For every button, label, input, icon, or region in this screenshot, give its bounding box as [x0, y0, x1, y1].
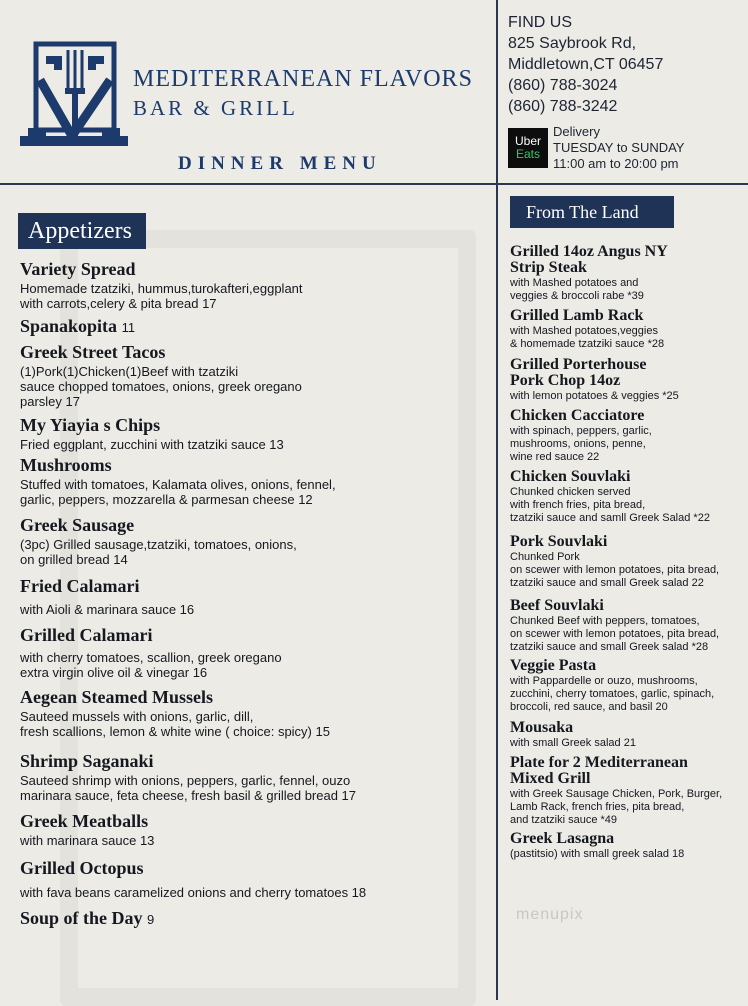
item-description: Homemade tzatziki, hummus,turokafteri,eggplant with carrots,celery & pita bread 17: [20, 281, 303, 311]
menu-item: [20, 811, 490, 848]
appetizers-heading: Appetizers: [18, 213, 146, 249]
menu-title: DINNER MENU: [178, 153, 382, 174]
find-us-block: [508, 12, 663, 117]
item-description: Sauteed mussels with onions, garlic, dill, fresh scallions, lemon & white wine ( choice: spicy) 15: [20, 709, 330, 739]
menu-item: [510, 720, 746, 750]
menu-item: [20, 342, 490, 409]
item-description: with Aioli & marinara sauce 16: [20, 602, 195, 617]
column-divider: [496, 0, 498, 1000]
menu-item: [20, 687, 490, 739]
phone-number-2[interactable]: (860) 788-3242: [508, 98, 618, 115]
item-price: 11: [121, 320, 136, 335]
menu-item: [20, 576, 490, 617]
header-divider: [0, 183, 748, 185]
brand-name: MEDITERRANEAN FLAVORS: [133, 66, 473, 92]
menu-item: [510, 534, 746, 590]
menu-item: [510, 408, 746, 464]
menu-item: [510, 831, 746, 861]
item-name: Veggie Pasta: [510, 657, 597, 674]
menu-item: [20, 625, 490, 680]
item-name: Grilled Calamari: [20, 625, 153, 645]
delivery-label: Delivery: [553, 124, 600, 139]
menu-item: [510, 598, 746, 654]
menu-item: [20, 751, 490, 803]
item-name: Greek Meatballs: [20, 811, 149, 831]
item-name: Chicken Cacciatore: [510, 407, 645, 424]
item-description: with spinach, peppers, garlic, mushrooms, onions, penne, wine red sauce 22: [510, 425, 652, 463]
item-description: (3pc) Grilled sausage,tzatziki, tomatoes, onions, on grilled bread 14: [20, 537, 297, 567]
item-description: (1)Pork(1)Chicken(1)Beef with tzatziki sauce chopped tomatoes, onions, greek oregano parsley 17: [20, 364, 302, 409]
item-name: Mushrooms: [20, 455, 112, 475]
menu-item: [510, 755, 746, 827]
item-description: Sauteed shrimp with onions, peppers, garlic, fennel, ouzo marinara sauce, feta cheese, fresh basil & grilled bread 17: [20, 773, 357, 803]
item-description: with cherry tomatoes, scallion, greek oregano extra virgin olive oil & vinegar 16: [20, 650, 282, 680]
item-description: (pastitsio) with small greek salad 18: [510, 848, 685, 860]
watermark-text: menupix: [516, 906, 584, 923]
item-name: Beef Souvlaki: [510, 597, 604, 614]
restaurant-logo-icon: [18, 40, 130, 152]
item-description: Fried eggplant, zucchini with tzatziki sauce 13: [20, 437, 284, 452]
menu-item: [510, 308, 746, 351]
item-name: Spanakopita: [20, 316, 118, 336]
from-the-land-heading: From The Land: [510, 196, 674, 228]
menu-item: [20, 316, 490, 338]
item-name: Grilled 14oz Angus NY Strip Steak: [510, 243, 668, 276]
menu-item: [20, 259, 490, 311]
item-name: Pork Souvlaki: [510, 533, 608, 550]
item-description: with Pappardelle or ouzo, mushrooms, zucchini, cherry tomatoes, garlic, spinach, broccoli, red sauce, and basil 20: [510, 675, 715, 713]
item-description: Chunked Beef with peppers, tomatoes, on scewer with lemon potatoes, pita bread, tzatziki sauce and small Greek salad *28: [510, 615, 720, 653]
delivery-info: [553, 124, 684, 172]
delivery-hours: 11:00 am to 20:00 pm: [553, 156, 679, 171]
item-name: Greek Street Tacos: [20, 342, 166, 362]
item-name: Aegean Steamed Mussels: [20, 687, 213, 707]
item-description: Stuffed with tomatoes, Kalamata olives, onions, fennel, garlic, peppers, mozzarella & parmesan cheese 12: [20, 477, 336, 507]
menu-item: [510, 357, 746, 403]
menu-item: [20, 415, 490, 452]
item-name: Soup of the Day: [20, 908, 143, 928]
item-name: Greek Sausage: [20, 515, 135, 535]
item-name: Grilled Octopus: [20, 858, 144, 878]
item-description: with small Greek salad 21: [510, 737, 636, 749]
menu-item: [20, 908, 490, 930]
item-description: Chunked chicken served with french fries, pita bread, tzatziki sauce and samll Greek Salad *22: [510, 486, 710, 524]
item-description: with fava beans caramelized onions and cherry tomatoes 18: [20, 885, 367, 900]
address-city: Middletown,CT 06457: [508, 56, 664, 73]
menu-item: [20, 515, 490, 567]
item-description: with lemon potatoes & veggies *25: [510, 390, 679, 402]
menu-item: [510, 658, 746, 714]
find-us-title: FIND US: [508, 14, 572, 31]
item-price: 9: [147, 912, 155, 927]
item-name: Shrimp Saganaki: [20, 751, 154, 771]
address-street: 825 Saybrook Rd,: [508, 35, 637, 52]
menu-item: [510, 244, 746, 303]
item-description: with Greek Sausage Chicken, Pork, Burger, Lamb Rack, french fries, pita bread, and tzatziki sauce *49: [510, 788, 723, 826]
item-name: Grilled Lamb Rack: [510, 307, 644, 324]
item-name: Plate for 2 Mediterranean Mixed Grill: [510, 754, 688, 787]
menu-item: [20, 455, 490, 507]
menu-item: [510, 469, 746, 525]
item-name: Chicken Souvlaki: [510, 468, 631, 485]
item-description: with Mashed potatoes,veggies & homemade tzatziki sauce *28: [510, 325, 665, 350]
phone-number-1[interactable]: (860) 788-3024: [508, 77, 618, 94]
menu-item: [20, 858, 490, 900]
item-description: with marinara sauce 13: [20, 833, 155, 848]
brand-subtitle: BAR & GRILL: [133, 96, 298, 120]
item-name: Variety Spread: [20, 259, 136, 279]
item-name: Mousaka: [510, 719, 574, 736]
item-name: Fried Calamari: [20, 576, 140, 596]
item-description: Chunked Pork on scewer with lemon potatoes, pita bread, tzatziki sauce and small Greek salad 22: [510, 551, 720, 589]
item-name: My Yiayia s Chips: [20, 415, 161, 435]
delivery-days: TUESDAY to SUNDAY: [553, 140, 685, 155]
item-description: with Mashed potatoes and veggies & broccoli rabe *39: [510, 277, 644, 302]
item-name: Greek Lasagna: [510, 830, 615, 847]
item-name: Grilled Porterhouse Pork Chop 14oz: [510, 356, 647, 389]
uber-eats-logo-icon[interactable]: Uber Eats: [508, 128, 548, 168]
